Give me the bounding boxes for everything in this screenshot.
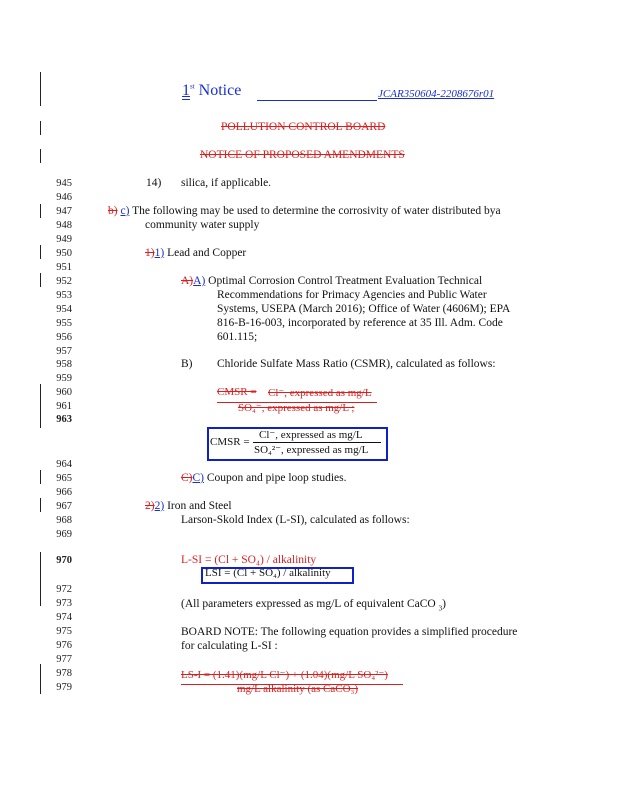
inserted-label: c) xyxy=(120,205,130,217)
old-lsi-numerator: LS-I = (1.41)(mg/L Cl⁻) + (1.04)(mg/L SO₄²⁻) xyxy=(181,669,388,681)
old-csmr-denominator: SO₄⁻, expressed as mg/L ; xyxy=(238,402,355,414)
change-bar xyxy=(40,664,41,694)
docket-number: JCAR350604-2208676r01 xyxy=(378,88,495,100)
line-number: 947 xyxy=(56,206,72,217)
old-lsi-denominator: mg/L alkalinity (as CaCO₃) xyxy=(237,683,359,695)
item-c-text: Coupon and pipe loop studies. xyxy=(206,472,347,484)
item-14-number: 14) xyxy=(146,177,162,189)
inserted-label: 2) xyxy=(154,500,165,512)
board-note-cont: for calculating L-SI : xyxy=(181,640,278,652)
line-number: 955 xyxy=(56,318,72,329)
change-bar xyxy=(40,384,41,428)
line-number: 954 xyxy=(56,304,72,315)
board-note: BOARD NOTE: The following equation provides a simplified procedure xyxy=(181,626,518,638)
deleted-label: 2) xyxy=(145,500,155,512)
line-number: 949 xyxy=(56,234,72,245)
deleted-label: 1) xyxy=(145,247,155,259)
line-number: 956 xyxy=(56,332,72,343)
item-14-text: silica, if applicable. xyxy=(181,177,272,189)
inserted-label: A) xyxy=(193,275,206,287)
change-bar xyxy=(40,470,41,484)
change-bar xyxy=(40,273,41,287)
paragraph-c xyxy=(108,205,501,217)
notice-word: Notice xyxy=(198,82,242,99)
lsi-formula-boxed: LSI = (Cl + SO₄) / alkalinity xyxy=(205,567,331,579)
line-number: 948 xyxy=(56,220,72,231)
old-csmr-lhs: CMSR = xyxy=(217,386,257,398)
lsi-formula-red: L-SI = (Cl + SO₄) / alkalinity xyxy=(181,554,317,566)
line-number: 975 xyxy=(56,626,72,637)
line-number: 950 xyxy=(56,248,72,259)
lsi-intro: Larson-Skold Index (L-SI), calculated as follows: xyxy=(181,514,410,526)
change-bar xyxy=(40,245,41,259)
line-number: 974 xyxy=(56,612,72,623)
item-a-text-line: 816-B-16-003, incorporated by reference at 35 Ill. Adm. Code xyxy=(217,317,503,329)
line-number: 946 xyxy=(56,192,72,203)
all-parameters-text: (All parameters expressed as mg/L of equivalent CaCO xyxy=(181,598,436,610)
inserted-label: C) xyxy=(192,472,204,484)
line-number: 976 xyxy=(56,640,72,651)
paragraph-c-text: The following may be used to determine the corrosivity of water distributed bya xyxy=(132,205,501,217)
paragraph-c-text-cont: community water supply xyxy=(145,219,260,231)
new-csmr-lhs: CMSR = xyxy=(210,436,250,448)
notice-suffix: st xyxy=(190,82,195,91)
item-b-label: B) xyxy=(181,358,193,370)
line-number: 959 xyxy=(56,373,72,384)
all-parameters-note xyxy=(181,598,446,612)
change-bar xyxy=(40,72,41,106)
all-parameters-sub: 3 xyxy=(438,604,443,613)
change-bar xyxy=(40,204,41,218)
subsection-iron-steel xyxy=(145,500,232,512)
item-b-text: Chloride Sulfate Mass Ratio (CSMR), calculated as follows: xyxy=(217,358,496,370)
change-bar xyxy=(40,149,41,163)
deleted-label: C) xyxy=(181,472,193,484)
line-number: 952 xyxy=(56,276,72,287)
line-number: 957 xyxy=(56,346,72,357)
inserted-label: 1) xyxy=(154,247,165,259)
notice-number: 1 xyxy=(182,82,190,99)
line-number: 978 xyxy=(56,668,72,679)
line-number: 977 xyxy=(56,654,72,665)
iron-steel-text: Iron and Steel xyxy=(167,500,232,512)
new-csmr-denominator: SO₄²⁻, expressed as mg/L xyxy=(254,444,369,456)
item-a-text-line: Systems, USEPA (March 2016); Office of Water (4606M); EPA xyxy=(217,303,511,315)
deleted-label: b) xyxy=(108,205,118,217)
line-number: 951 xyxy=(56,262,72,273)
board-name: POLLUTION CONTROL BOARD xyxy=(221,121,386,133)
line-number: 960 xyxy=(56,387,72,398)
change-bar xyxy=(40,121,41,135)
item-a-text: Optimal Corrosion Control Treatment Evaluation Technical xyxy=(208,275,483,287)
line-number: 964 xyxy=(56,459,72,470)
line-number: 970 xyxy=(56,555,72,566)
deleted-label: A) xyxy=(181,275,194,287)
line-number: 958 xyxy=(56,359,72,370)
line-number: 969 xyxy=(56,529,72,540)
item-a-text-line: 601.115; xyxy=(217,331,258,343)
line-number: 953 xyxy=(56,290,72,301)
line-number: 973 xyxy=(56,598,72,609)
new-csmr-numerator: Cl⁻, expressed as mg/L xyxy=(259,429,363,441)
notice-heading xyxy=(182,82,241,100)
old-csmr-numerator: Cl⁻, expressed as mg/L xyxy=(268,387,372,399)
line-number: 979 xyxy=(56,682,72,693)
notice-rule xyxy=(257,100,377,101)
notice-title: NOTICE OF PROPOSED AMENDMENTS xyxy=(200,149,405,161)
line-number: 945 xyxy=(56,178,72,189)
item-a-text-line: Recommendations for Primacy Agencies and Public Water xyxy=(217,289,487,301)
item-a xyxy=(181,275,482,287)
line-number: 961 xyxy=(56,401,72,412)
line-number: 972 xyxy=(56,584,72,595)
line-number: 963 xyxy=(56,414,72,425)
subsection-lead-copper xyxy=(145,247,246,259)
item-c xyxy=(181,472,346,484)
line-number: 966 xyxy=(56,487,72,498)
lead-copper-text: Lead and Copper xyxy=(167,247,247,259)
change-bar xyxy=(40,498,41,512)
line-number: 968 xyxy=(56,515,72,526)
line-number: 967 xyxy=(56,501,72,512)
change-bar xyxy=(40,552,41,606)
all-parameters-end: ) xyxy=(442,598,446,610)
line-number: 965 xyxy=(56,473,72,484)
